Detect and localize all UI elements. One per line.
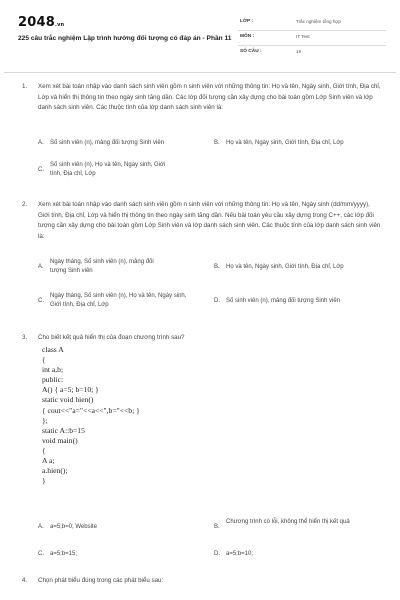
logo-tld: .vn (54, 22, 65, 28)
question-2 (22, 200, 382, 242)
option-letter: B. (214, 264, 220, 270)
question-number: 3. (22, 334, 28, 341)
option-text: Số sinh viên (n), mảng đối tượng Sinh viên (226, 298, 341, 304)
meta-value: IT Test (296, 34, 310, 39)
question-text: Xem xét bài toán nhập vào danh sách sinh viên gồm n sinh viên với những thông tin: Họ và tên, Ngày sinh, Giới tính, Địa chỉ, Lớp và hiển thị thông tin theo ngày sinh tăng dần. Các lớp đối tượng cần xây dựng cho bài toán gồm Lớp Sinh viên và lớp danh sách sinh viên. Các thuộc tính của lớp danh sách sinh viên là: (38, 83, 381, 111)
option-text: Ngày tháng, Số sinh viên (n), mảng đối tượng Sinh viên (50, 259, 154, 274)
document-title: 225 câu trắc nghiệm Lập trình hướng đối tượng có đáp án - Phần 11 (18, 35, 232, 42)
option-text: Số sinh viên (n), mảng đối tượng Sinh viên (50, 140, 165, 146)
option-text: Số sinh viên (n), Họ và tên, Ngày sinh, Giới tính, Địa chỉ, Lớp (50, 162, 166, 177)
option-text: a=5;b=15; (50, 551, 78, 557)
option-letter: A. (38, 140, 44, 146)
question-1 (22, 82, 382, 114)
option-letter: B. (214, 140, 220, 146)
document-header (14, 12, 386, 66)
option-text: Họ và tên, Ngày sinh, Giới tính, Địa chỉ, Lớp (226, 140, 344, 146)
option-text: a=5;b=10; (226, 551, 254, 557)
meta-value: 19 (296, 49, 302, 54)
option-letter: C. (38, 551, 44, 557)
option-text: a=5;b=0; Website (50, 524, 97, 530)
option-letter: C. (38, 167, 44, 173)
code-snippet: class A { int a,b; public: A() { a=5; b=10; } static void hien() { cout<<"a="<<a<<",b="<<b; } }; static A::b=15 void main() { A a; a.hien(); } (42, 345, 140, 486)
option-text: Họ và tên, Ngày sinh, Giới tính, Địa chỉ, Lớp (226, 264, 344, 270)
question-3 (22, 333, 382, 344)
question-text: Chọn phát biểu đúng trong các phát biểu sau: (38, 577, 164, 584)
option-letter: D. (214, 298, 220, 304)
site-logo[interactable] (18, 15, 64, 30)
option-letter: C. (38, 298, 44, 304)
meta-row-count (238, 46, 386, 61)
meta-key: MÔN : (240, 34, 255, 39)
option-letter: A. (38, 524, 44, 530)
question-number: 4. (22, 577, 28, 584)
meta-key: SỐ CÂU : (240, 49, 262, 54)
logo-text: 2048 (18, 15, 55, 30)
meta-row-subject (238, 31, 386, 46)
meta-key: LỚP : (240, 19, 254, 24)
option-letter: D. (214, 551, 220, 557)
header-divider (4, 72, 396, 73)
option-letter: A. (38, 264, 44, 270)
question-number: 2. (22, 201, 28, 208)
meta-table (238, 16, 386, 61)
question-text: Xem xét bài toán nhập vào danh sách sinh viên gồm n sinh viên với những thông tin: Họ và tên, Ngày sinh (dd/mm/yyyy), Giới tính, Địa chỉ, Lớp và hiển thị thông tin theo ngày sinh tăng dần. Nếu bài toán yêu cầu xây dựng trong C++, các lớp đối tượng cần xây dựng cho bài toán gồm Lớp Sinh viên và lớp danh sách sinh viên. Các thuộc tính của lớp danh sách sinh viên là: (38, 201, 381, 240)
meta-row-class (238, 16, 386, 31)
option-letter: B. (214, 524, 220, 530)
option-text: Ngày tháng, Số sinh viên (n), Họ và tên, Ngày sinh, Giới tính, Địa chỉ, Lớp (50, 293, 187, 308)
question-text: Cho biết kết quả hiển thị của đoạn chương trình sau? (38, 334, 185, 341)
question-number: 1. (22, 83, 28, 90)
question-4 (22, 576, 382, 587)
meta-value: Trắc nghiệm tổng hợp (296, 19, 341, 24)
option-text: Chương trình có lỗi, không thể hiển thị kết quả (226, 519, 350, 525)
